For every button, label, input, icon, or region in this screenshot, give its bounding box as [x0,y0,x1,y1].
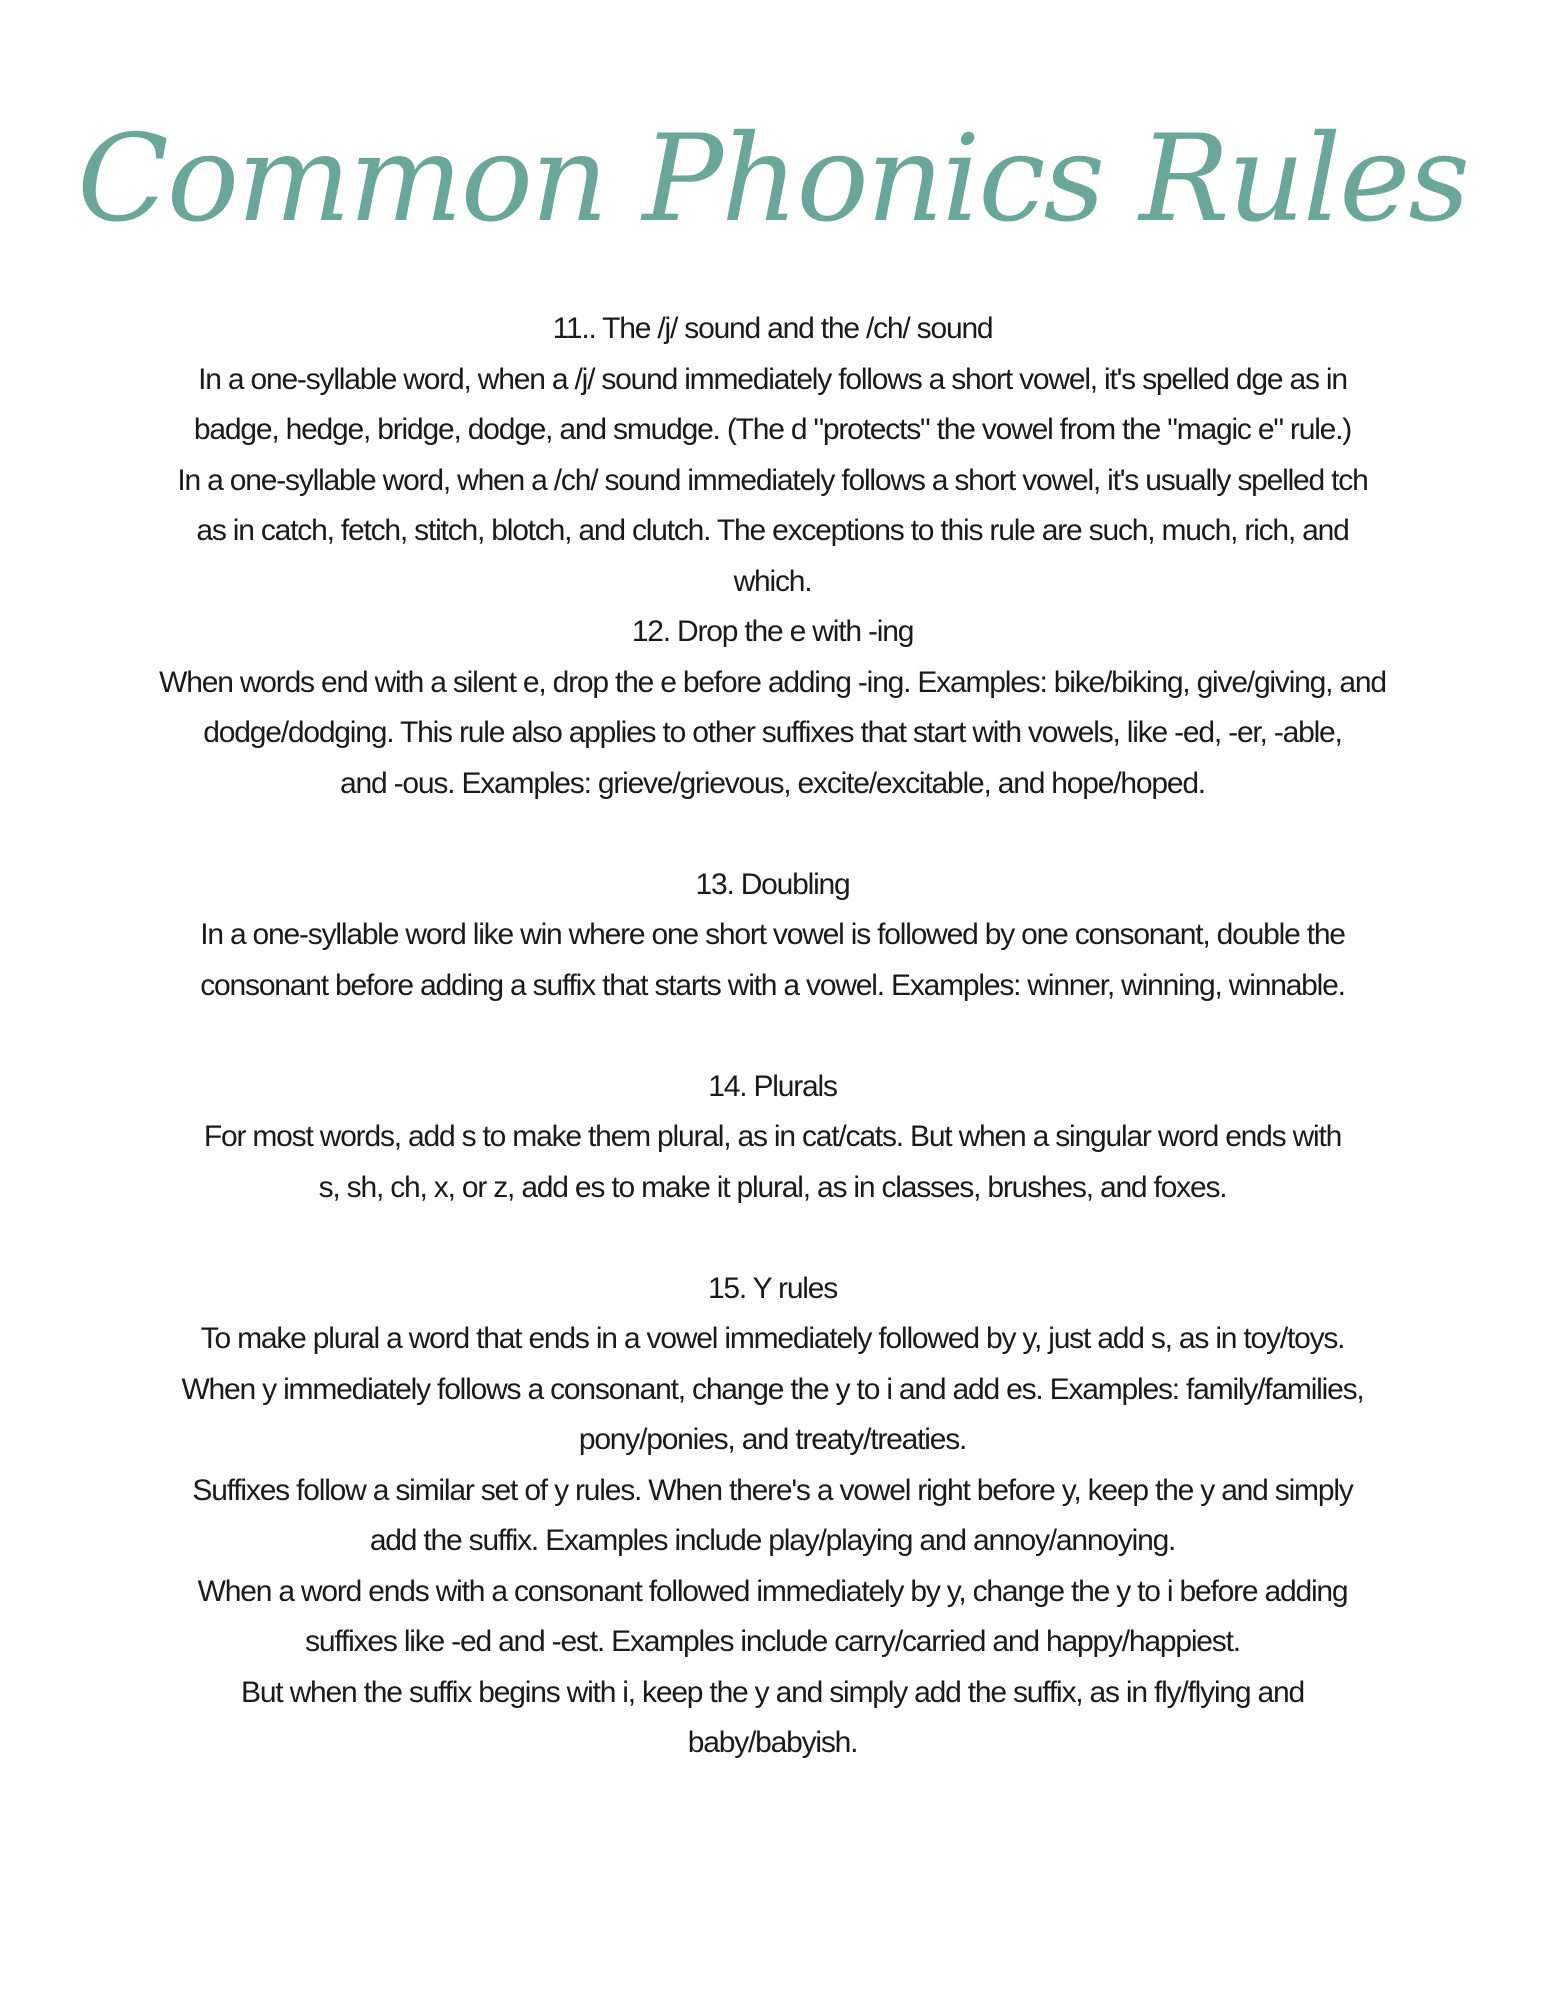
document-body [0,304,1545,1769]
paragraph-line: When y immediately follows a consonant, change the y to i and add es. Examples: family/families, [181,1372,1364,1406]
paragraph-line: consonant before adding a suffix that starts with a vowel. Examples: winner, winning, winnable. [200,968,1345,1002]
paragraph-line: dodge/dodging. This rule also applies to other suffixes that start with vowels, like -ed, -er, -able, [203,716,1342,749]
blank-line [0,1213,1545,1264]
paragraph-line: as in catch, fetch, stitch, blotch, and clutch. The exceptions to this rule are such, much, rich, and [196,514,1349,547]
paragraph-line: s, sh, ch, x, or z, add es to make it plural, as in classes, brushes, and foxes. [318,1170,1227,1204]
paragraph-line: In a one-syllable word, when a /j/ sound immediately follows a short vowel, it's spelled dge as in [198,362,1347,396]
blank-line [0,1011,1545,1062]
paragraph-line: When a word ends with a consonant followed immediately by y, change the y to i before adding [197,1574,1348,1608]
paragraph-line: badge, hedge, bridge, dodge, and smudge. (The d "protects" the vowel from the "magic e" rule.) [193,413,1352,446]
section-heading-13: 13. Doubling [695,867,850,901]
section-heading-11: 11.. The /j/ sound and the /ch/ sound [552,312,993,345]
paragraph-line: In a one-syllable word, when a /ch/ sound immediately follows a short vowel, it's usually spelled tch [177,463,1368,497]
paragraph-line: baby/babyish. [687,1726,858,1759]
paragraph-line: which. [733,564,812,598]
paragraph-line: For most words, add s to make them plural, as in cat/cats. But when a singular word ends with [203,1120,1342,1153]
page-title: Common Phonics Rules [77,110,1468,249]
blank-line [0,809,1545,860]
section-heading-14: 14. Plurals [708,1069,837,1103]
paragraph-line: suffixes like -ed and -est. Examples include carry/carried and happy/happiest. [305,1625,1240,1658]
paragraph-line: and -ous. Examples: grieve/grievous, excite/excitable, and hope/hoped. [340,766,1205,800]
paragraph-line: add the suffix. Examples include play/playing and annoy/annoying. [369,1524,1176,1557]
section-heading-12: 12. Drop the e with -ing [631,615,914,648]
paragraph-line: In a one-syllable word like win where one short vowel is followed by one consonant, double the [200,918,1345,951]
paragraph-line: But when the suffix begins with i, keep the y and simply add the suffix, as in fly/flying and [241,1675,1304,1709]
paragraph-line: pony/ponies, and treaty/treaties. [578,1423,967,1456]
section-heading-15: 15. Y rules [707,1271,838,1305]
paragraph-line: When words end with a silent e, drop the e before adding -ing. Examples: bike/biking, give/giving, and [159,665,1386,699]
paragraph-line: To make plural a word that ends in a vowel immediately followed by y, just add s, as in toy/toys. [200,1322,1345,1355]
paragraph-line: Suffixes follow a similar set of y rules. When there's a vowel right before y, keep the y and simply [192,1473,1353,1507]
